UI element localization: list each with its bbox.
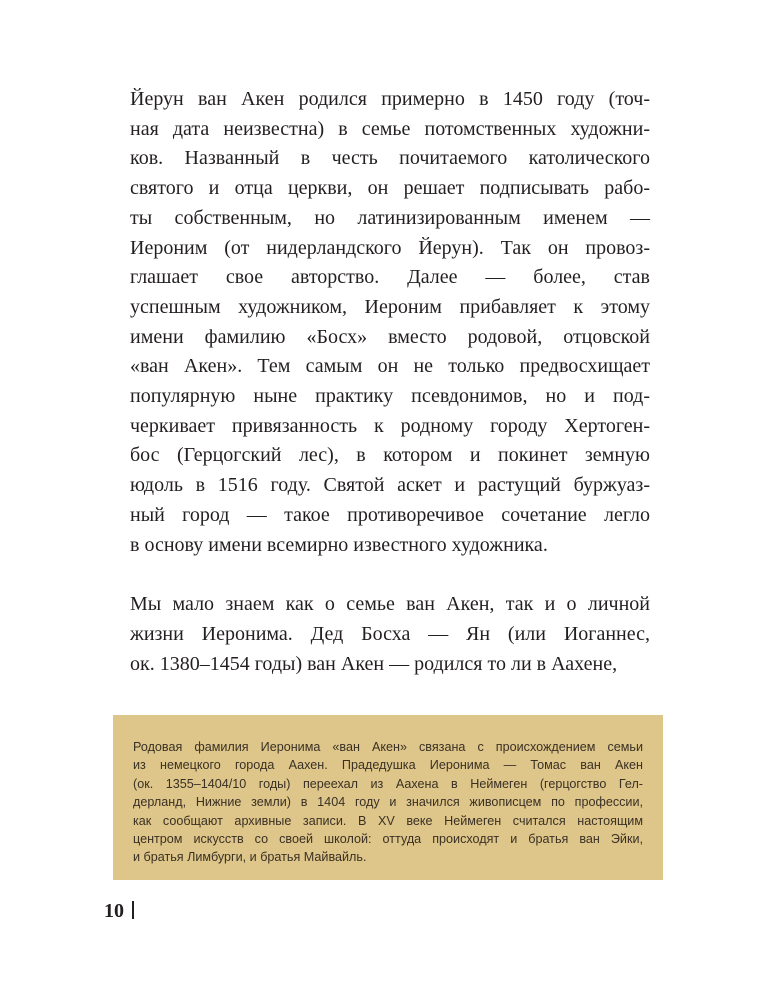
text-line: успешным художником, Иероним прибавляет к этому <box>130 295 650 318</box>
text-line: из немецкого города Аахен. Прадедушка Иеронима — Томас ван Акен <box>133 758 643 773</box>
main-text <box>130 85 650 679</box>
text-line: юдоль в 1516 году. Святой аскет и растущий буржуаз- <box>130 474 650 497</box>
text-line: ный город — такое противоречивое сочетание легло <box>130 503 650 526</box>
text-line: «ван Акен». Тем самым он не только предвосхищает <box>130 355 650 378</box>
text-line: Иероним (от нидерландского Йерун). Так он провоз- <box>130 236 650 259</box>
text-line: как сообщают архивные записи. В XV веке Неймеген считался настоящим <box>133 813 643 828</box>
text-line: бос (Герцогский лес), в котором и покинет земную <box>130 444 650 467</box>
text-line: Мы мало знаем как о семье ван Акен, так и о личной <box>130 593 650 616</box>
page-number <box>104 900 134 923</box>
text-line: центром искусств со своей школой: оттуда происходят и братья ван Эйки, <box>133 832 643 847</box>
folio-divider <box>132 901 134 919</box>
paragraph-2 <box>130 590 650 679</box>
sidebar-note-text <box>133 738 643 867</box>
text-line: глашает свое авторство. Далее — более, став <box>130 266 650 289</box>
text-line: дерланд, Нижние земли) в 1404 году и значился живописцем по профессии, <box>133 795 643 810</box>
text-line: и братья Лимбурги, и братья Майвайль. <box>133 850 367 865</box>
text-line: черкивает привязанность к родному городу Хертоген- <box>130 414 650 437</box>
text-line: жизни Иеронима. Дед Босха — Ян (или Иоганнес, <box>130 622 650 645</box>
text-line: Родовая фамилия Иеронима «ван Акен» связана с происхождением семьи <box>133 740 643 754</box>
text-line: Йерун ван Акен родился примерно в 1450 году (точ- <box>130 88 650 110</box>
sidebar-note-box <box>113 715 663 880</box>
text-line: ок. 1380–1454 годы) ван Акен — родился то ли в Аахене, <box>130 652 618 675</box>
text-line: в основу имени всемирно известного художника. <box>130 533 548 556</box>
text-line: имени фамилию «Босх» вместо родовой, отцовской <box>130 325 650 348</box>
text-line: (ок. 1355–1404/10 годы) переехал из Аахена в Неймеген (герцогство Гел- <box>133 776 643 791</box>
paragraph-1 <box>130 85 650 560</box>
text-line: популярную ныне практику псевдонимов, но и под- <box>130 385 650 408</box>
text-line: ты собственным, но латинизированным именем — <box>130 206 650 229</box>
text-line: ков. Названный в честь почитаемого католического <box>130 147 650 170</box>
text-line: святого и отца церкви, он решает подписывать рабо- <box>130 177 650 200</box>
text-line: ная дата неизвестна) в семье потомственных художни- <box>130 117 650 140</box>
page-number-text: 10 <box>104 900 124 922</box>
